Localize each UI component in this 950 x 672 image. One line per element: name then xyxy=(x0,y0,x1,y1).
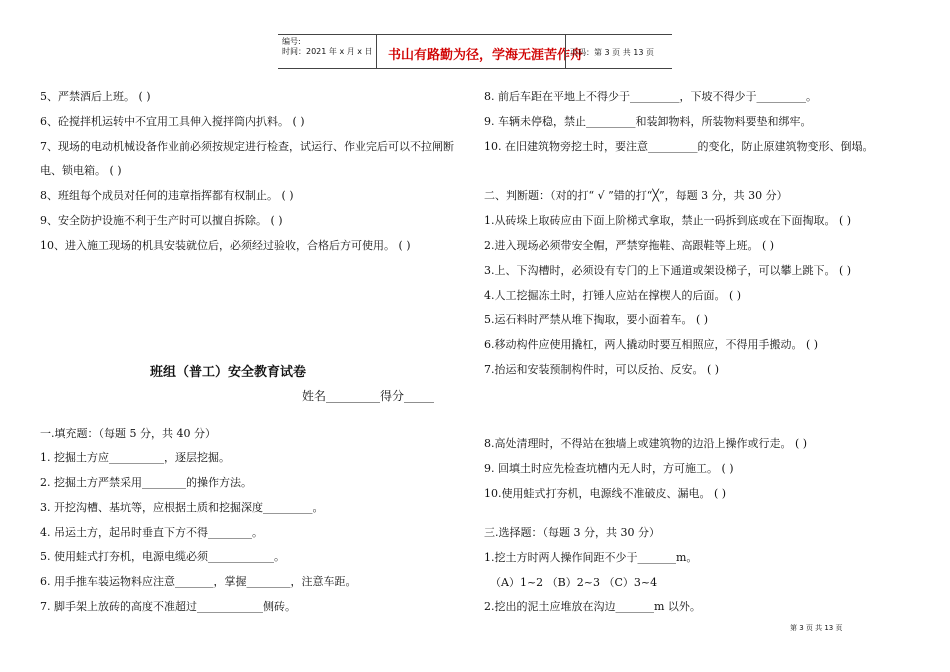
judge-item: 7、现场的电动机械设备作业前必须按规定进行检查，试运行、作业完后可以不拉闸断 xyxy=(40,140,454,153)
choice-section-heading: 三.选择题：（每题 3 分，共 30 分） xyxy=(484,526,660,539)
judge-item: 7.抬运和安装预制构件时，可以反抬、反安。 ( ) xyxy=(484,363,720,376)
fill-section-heading: 一.填充题：（每题 5 分，共 40 分） xyxy=(40,427,216,440)
choice-options: （A）1~2 （B）2~3 （C）3~4 xyxy=(490,576,658,589)
judge-item: 6.移动构件应使用撬杠，两人撬动时要互相照应，不得用手搬动。 ( ) xyxy=(484,338,819,351)
choice-question: 1.挖土方时两人操作间距不少于_______m。 xyxy=(484,551,698,564)
doc-number-label: 编号: xyxy=(282,37,301,46)
judge-item: 8、班组每个成员对任何的违章指挥都有权制止。 ( ) xyxy=(40,189,294,202)
page-footer: 第 3 页 共 13 页 xyxy=(790,624,843,632)
judge-item: 6、砼搅拌机运转中不宜用工具伸入搅拌筒内扒料。 ( ) xyxy=(40,115,305,128)
judge-section-heading: 二、判断题：（对的打“ √ ”错的打“╳”，每题 3 分，共 30 分） xyxy=(484,189,788,202)
judge-item: 2.进入现场必须带安全帽，严禁穿拖鞋、高跟鞋等上班。 ( ) xyxy=(484,239,775,252)
judge-item: 1.从砖垛上取砖应由下面上阶梯式拿取，禁止一码拆到底或在下面掏取。 ( ) xyxy=(484,214,852,227)
fill-item: 6. 用手推车装运物料应注意_______，掌握________，注意车距。 xyxy=(40,575,357,588)
judge-item: 9. 回填土时应先检查坑槽内无人时，方可施工。 ( ) xyxy=(484,462,734,475)
judge-item: 3.上、下沟槽时，必须设有专门的上下通道或架设梯子，可以攀上跳下。 ( ) xyxy=(484,264,852,277)
exam-title: 班组（普工）安全教育试卷 xyxy=(150,365,307,380)
fill-item: 4. 吊运土方，起吊时垂直下方不得________。 xyxy=(40,526,263,539)
judge-item: 8.高处清理时，不得站在独墙上或建筑物的边沿上操作或行走。 ( ) xyxy=(484,437,808,450)
header-motto: 书山有路勤为径，学海无涯苦作舟 xyxy=(388,48,584,63)
fill-item: 10. 在旧建筑物旁挖土时，要注意_________的变化，防止原建筑物变形、倒塌。 xyxy=(484,140,874,153)
judge-item: 10.使用蛙式打夯机，电源线不准破皮、漏电。 ( ) xyxy=(484,487,727,500)
fill-item: 5. 使用蛙式打夯机，电源电缆必须____________。 xyxy=(40,550,285,563)
page-info: 页码：第 3 页 共 13 页 xyxy=(570,48,654,57)
header-top-rule xyxy=(278,34,672,35)
doc-time: 时间：2021 年 x 月 x 日 xyxy=(282,47,373,56)
judge-item: 9、安全防护设施不利于生产时可以擅自拆除。 ( ) xyxy=(40,214,283,227)
header-divider xyxy=(565,34,566,68)
header-bottom-rule xyxy=(278,68,672,69)
judge-item: 4.人工挖掘冻土时，打锤人应站在撑楔人的后面。 ( ) xyxy=(484,289,742,302)
judge-item: 5、严禁酒后上班。 ( ) xyxy=(40,90,151,103)
fill-item: 7. 脚手架上放砖的高度不准超过____________侧砖。 xyxy=(40,600,296,613)
fill-item: 2. 挖掘土方严禁采用________的操作方法。 xyxy=(40,476,252,489)
fill-item: 8. 前后车距在平地上不得少于_________，下坡不得少于_________。 xyxy=(484,90,817,103)
judge-item: 10、进入施工现场的机具安装就位后，必须经过验收，合格后方可使用。 ( ) xyxy=(40,239,411,252)
fill-item: 3. 开挖沟槽、基坑等，应根据土质和挖掘深度_________。 xyxy=(40,501,324,514)
fill-item: 1. 挖掘土方应__________，逐层挖掘。 xyxy=(40,451,230,464)
judge-item: 5.运石料时严禁从堆下掏取，要小面着车。 ( ) xyxy=(484,313,709,326)
choice-question: 2.挖出的泥土应堆放在沟边_______m 以外。 xyxy=(484,600,701,613)
name-score-line: 姓名_________得分_____ xyxy=(302,389,435,403)
header-divider xyxy=(376,34,377,68)
judge-item: 电、锁电箱。 ( ) xyxy=(40,164,122,177)
fill-item: 9. 车辆未停稳，禁止_________和装卸物料，所装物料要垫和绑牢。 xyxy=(484,115,812,128)
